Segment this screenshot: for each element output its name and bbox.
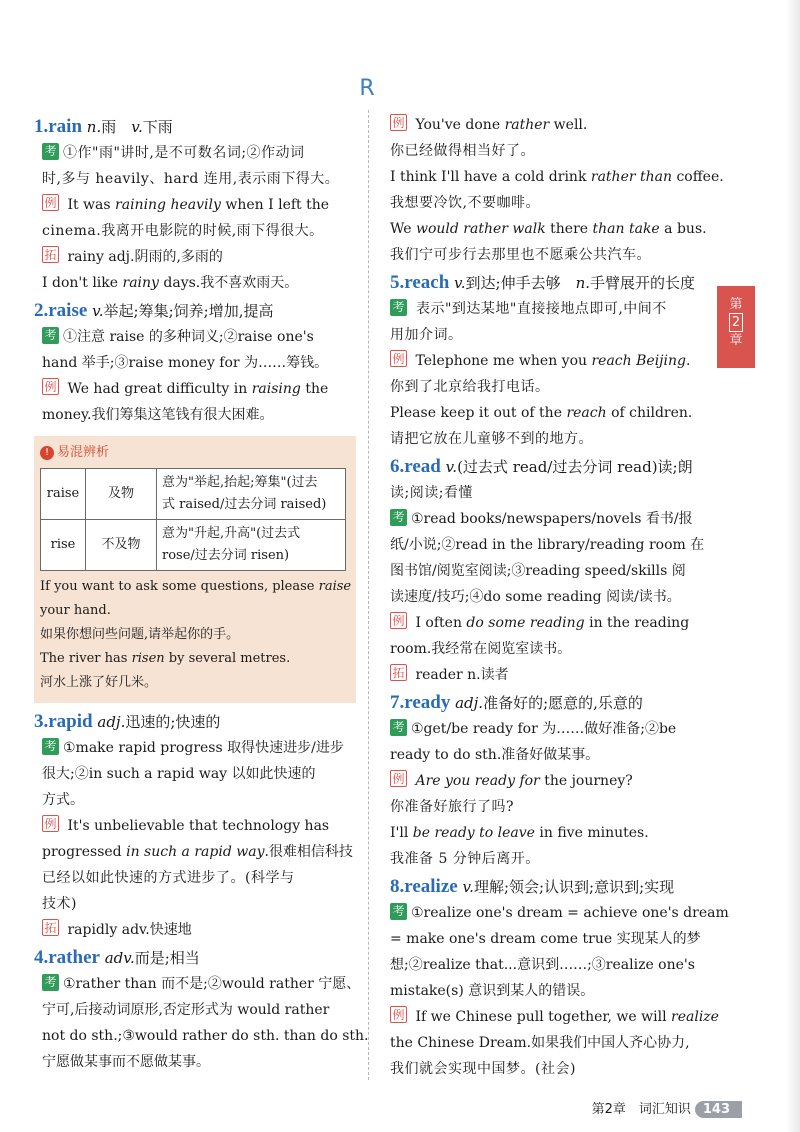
example-tag-icon: 例 <box>390 1006 407 1023</box>
headword-rain: rain <box>48 116 83 137</box>
pos: v. <box>87 302 104 320</box>
usage-text: ①注意 raise 的多种词义;②raise one's <box>63 329 314 345</box>
example-text: If you want to ask some questions, please <box>40 579 319 594</box>
entry-rain-head <box>34 114 354 140</box>
example-emphasis: than take <box>592 221 660 237</box>
example-emphasis: do some reading <box>466 615 585 631</box>
entry-number: 3. <box>34 711 49 732</box>
definition: 迅速的;快速的 <box>125 713 221 731</box>
example-text: days.我不喜欢雨天。 <box>158 275 299 291</box>
usage-line: 时,多与 heavily、hard 连用,表示雨下得大。 <box>42 171 340 187</box>
pos: adj. <box>92 713 126 731</box>
column-divider <box>368 110 369 1080</box>
definition: (过去式 read/过去分词 read)读;朗 <box>457 458 693 476</box>
example-text: well. <box>549 117 588 133</box>
exam-tag-icon: 考 <box>42 143 59 160</box>
extension-text: rapidly adv.快速地 <box>63 922 192 938</box>
extension-line <box>34 244 354 270</box>
usage-text: ①get/be ready for 为……做好准备;②be <box>411 721 677 737</box>
example-text: I don't like <box>42 275 123 291</box>
example-line: 技术) <box>42 896 77 912</box>
example-emphasis: rather than <box>590 169 673 185</box>
example-line <box>390 1004 719 1030</box>
definition: 雨 <box>101 118 132 136</box>
usage-line: 很大;②in such a rapid way 以如此快速的 <box>42 766 316 782</box>
example-line <box>390 112 704 138</box>
usage-line <box>34 324 354 350</box>
entry-raise-head <box>34 298 354 324</box>
entry-realize-head <box>390 874 704 900</box>
example-line: 河水上涨了好几米。 <box>40 675 158 690</box>
table-cell-type: 不及物 <box>86 520 157 571</box>
example-line <box>390 610 704 636</box>
pos: v. <box>131 118 143 136</box>
example-line <box>390 768 704 794</box>
confusion-box <box>34 436 356 703</box>
example-line <box>34 192 354 218</box>
example-line <box>390 164 724 190</box>
example-emphasis: raising <box>251 381 301 397</box>
extension-text: rainy adj.阴雨的,多雨的 <box>63 249 223 265</box>
example-text: Telephone me when you <box>411 353 592 369</box>
example-line <box>390 348 704 374</box>
usage-line: 纸/小说;②read in the library/reading room 在 <box>390 537 705 553</box>
usage-line: hand 举手;③raise money for 为……筹钱。 <box>42 355 329 371</box>
example-line <box>390 820 704 846</box>
extension-tag-icon: 拓 <box>390 664 407 681</box>
usage-line: 宁愿做某事而不愿做某事。 <box>42 1054 210 1070</box>
example-text: there <box>545 221 593 237</box>
usage-text: ①make rapid progress 取得快速进步/进步 <box>63 740 344 756</box>
example-emphasis: rainy <box>122 275 159 291</box>
example-text: the <box>300 381 329 397</box>
usage-text: ①realize one's dream = achieve one's dream <box>411 905 729 921</box>
definition: 到达;伸手去够 <box>465 274 576 292</box>
example-text: a bus. <box>659 221 707 237</box>
example-emphasis: risen <box>131 651 165 666</box>
example-line <box>40 575 350 599</box>
usage-text: ①rather than 而不是;②would rather 宁愿、 <box>63 976 361 992</box>
example-line <box>34 270 354 296</box>
example-text: The river has <box>40 651 132 666</box>
headword-raise: raise <box>48 300 88 321</box>
example-emphasis: would rather walk <box>415 221 546 237</box>
pos: v. <box>440 458 458 476</box>
usage-text: ①read books/newspapers/novels 看书/报 <box>411 511 693 527</box>
example-line: 我准备 5 分钟后离开。 <box>390 851 540 867</box>
chapter-side-tab <box>717 286 755 368</box>
extension-tag-icon: 拓 <box>42 246 59 263</box>
example-tag-icon: 例 <box>390 114 407 131</box>
example-text: We <box>390 221 416 237</box>
example-line: 我想要冷饮,不要咖啡。 <box>390 195 540 211</box>
tab-text: 章 <box>729 333 743 348</box>
example-text: I think I'll have a cold drink <box>390 169 591 185</box>
headword-ready: ready <box>404 692 451 713</box>
example-text: in the reading <box>584 615 690 631</box>
entry-number: 2. <box>34 300 49 321</box>
headword-realize: realize <box>404 876 458 897</box>
example-line: room.我经常在阅览室读书。 <box>390 641 572 657</box>
exam-tag-icon: 考 <box>42 327 59 344</box>
exam-tag-icon: 考 <box>390 509 407 526</box>
usage-line <box>34 971 361 997</box>
headword-rapid: rapid <box>48 711 93 732</box>
example-line: 你到了北京给我打电话。 <box>390 379 550 395</box>
extension-tag-icon: 拓 <box>42 919 59 936</box>
example-line <box>40 647 350 671</box>
table-row <box>41 520 346 571</box>
example-text: of children. <box>606 405 693 421</box>
example-text: the journey? <box>539 773 633 789</box>
page-edge-shadow <box>786 0 800 1132</box>
example-text: If we Chinese pull together, we will <box>411 1009 672 1025</box>
box-title-text: 易混辨析 <box>57 445 110 460</box>
definition: 下雨 <box>142 118 173 136</box>
example-emphasis: reach Beijing <box>591 353 686 369</box>
example-text: .很难相信科技 <box>264 844 353 860</box>
entry-rapid-head <box>34 709 354 735</box>
example-emphasis: Are you ready for <box>415 773 540 789</box>
pos: n. <box>575 274 591 292</box>
usage-line <box>34 140 354 166</box>
usage-line: not do sth.;③would rather do sth. than do sth. <box>42 1028 369 1044</box>
example-line <box>34 376 354 402</box>
example-line <box>390 216 707 242</box>
usage-line: 宁可,后接动词原形,否定形式为 would rather <box>42 1002 330 1018</box>
example-text: in five minutes. <box>534 825 649 841</box>
example-text: I'll <box>390 825 413 841</box>
definition-line: 读;阅读;看懂 <box>390 485 473 501</box>
headword-read: read <box>404 456 441 477</box>
table-cell-desc <box>157 520 346 571</box>
entry-number: 1. <box>34 116 49 137</box>
table-cell-word: raise <box>41 469 86 520</box>
usage-line: 想;②realize that...意识到……;③realize one's <box>390 957 695 973</box>
example-tag-icon: 例 <box>42 378 59 395</box>
pos: v. <box>449 274 466 292</box>
example-text: by several metres. <box>164 651 291 666</box>
example-text: coffee. <box>672 169 724 185</box>
usage-line <box>390 716 704 742</box>
table-cell-desc <box>157 469 346 520</box>
example-line: money.我们筹集这笔钱有很大困难。 <box>42 407 274 423</box>
exam-tag-icon: 考 <box>42 974 59 991</box>
comparison-table <box>40 468 346 571</box>
example-text: . <box>685 353 691 369</box>
entry-ready-head <box>390 690 704 716</box>
usage-line: ready to do sth.准备好做某事。 <box>390 747 600 763</box>
tab-text: 第 <box>729 297 743 312</box>
right-column <box>390 112 729 1082</box>
extension-line <box>34 917 354 943</box>
example-line: 你已经做得相当好了。 <box>390 143 535 159</box>
example-text: I often <box>411 615 467 631</box>
example-text: It was <box>63 197 116 213</box>
entry-number: 6. <box>390 456 405 477</box>
usage-line: 读速度/技巧;④do some reading 阅读/读书。 <box>390 589 681 605</box>
entry-number: 8. <box>390 876 405 897</box>
usage-line <box>34 735 354 761</box>
usage-line: = make one's dream come true 实现某人的梦 <box>390 931 701 947</box>
example-line: 已经以如此快速的方式进步了。(科学与 <box>42 870 295 886</box>
example-emphasis: in such a rapid way <box>126 844 265 860</box>
example-emphasis: realize <box>671 1009 719 1025</box>
entry-read-head <box>390 454 704 480</box>
example-line <box>34 813 354 839</box>
example-tag-icon: 例 <box>42 815 59 832</box>
desc-line: 意为"举起,抬起;筹集"(过去 <box>162 475 318 490</box>
example-line: 请把它放在儿童够不到的地方。 <box>390 431 593 447</box>
example-emphasis: be ready to leave <box>412 825 535 841</box>
definition: 手臂展开的长度 <box>590 274 696 292</box>
definition: 准备好的;愿意的,乐意的 <box>483 694 643 712</box>
example-text: when I left the <box>220 197 330 213</box>
tab-number: 2 <box>729 313 743 332</box>
pos: adj. <box>450 694 484 712</box>
example-text: progressed <box>42 844 127 860</box>
usage-line <box>390 296 704 322</box>
example-line <box>390 400 704 426</box>
usage-line: 图书馆/阅览室阅读;③reading speed/skills 阅 <box>390 563 686 579</box>
definition: 举起;筹集;饲养;增加,提高 <box>103 302 274 320</box>
section-letter: R <box>359 76 375 101</box>
example-emphasis: reach <box>566 405 607 421</box>
example-line: the Chinese Dream.如果我们中国人齐心协力, <box>390 1035 690 1051</box>
example-emphasis: rather <box>504 117 550 133</box>
example-emphasis: raining heavily <box>115 197 221 213</box>
example-tag-icon: 例 <box>390 770 407 787</box>
table-cell-type: 及物 <box>86 469 157 520</box>
example-emphasis: raise <box>318 579 352 594</box>
example-line: 我们宁可步行去那里也不愿乘公共汽车。 <box>390 247 651 263</box>
entry-number: 7. <box>390 692 405 713</box>
table-cell-word: rise <box>41 520 86 571</box>
footer-chapter: 第2章 词汇知识 <box>591 1102 691 1117</box>
example-line: 我们就会实现中国梦。(社会) <box>390 1061 576 1077</box>
headword-rather: rather <box>48 947 100 968</box>
entry-reach-head <box>390 270 704 296</box>
pos: adv. <box>99 949 135 967</box>
example-text: We had great difficulty in <box>63 381 252 397</box>
exam-tag-icon: 考 <box>390 903 407 920</box>
extension-line <box>390 662 704 688</box>
usage-line <box>390 506 704 532</box>
desc-line: rose/过去分词 risen) <box>162 548 290 563</box>
page-footer <box>592 1098 742 1118</box>
usage-line: mistake(s) 意识到某人的错误。 <box>390 983 595 999</box>
exam-tag-icon: 考 <box>42 738 59 755</box>
usage-line: 用加介词。 <box>390 327 463 343</box>
definition: 理解;领会;认识到;意识到;实现 <box>473 878 675 896</box>
page-number: 143 <box>695 1101 742 1118</box>
usage-line: 方式。 <box>42 792 84 808</box>
extension-text: reader n.读者 <box>411 667 509 683</box>
example-tag-icon: 例 <box>390 612 407 629</box>
desc-line: 式 raised/过去分词 raised) <box>162 497 327 512</box>
example-text: It's unbelievable that technology has <box>63 818 330 834</box>
example-tag-icon: 例 <box>42 194 59 211</box>
pos: n. <box>82 118 102 136</box>
usage-text: 表示"到达某地"直接接地点即可,中间不 <box>411 301 667 317</box>
usage-text: ①作"雨"讲时,是不可数名词;②作动词 <box>63 145 305 161</box>
example-line: your hand. <box>40 603 111 618</box>
confusion-box-title <box>40 442 350 464</box>
exam-tag-icon: 考 <box>390 719 407 736</box>
example-text: You've done <box>411 117 505 133</box>
definition: 而是;相当 <box>134 949 200 967</box>
entry-number: 4. <box>34 947 49 968</box>
example-line: cinema.我离开电影院的时候,雨下得很大。 <box>42 223 324 239</box>
example-tag-icon: 例 <box>390 350 407 367</box>
desc-line: 意为"升起,升高"(过去式 <box>162 526 301 541</box>
example-text: Please keep it out of the <box>390 405 567 421</box>
example-line: 你准备好旅行了吗? <box>390 799 515 815</box>
usage-line <box>390 900 729 926</box>
left-column <box>34 112 369 1075</box>
entry-number: 5. <box>390 272 405 293</box>
headword-reach: reach <box>404 272 450 293</box>
entry-rather-head <box>34 945 354 971</box>
info-icon: ! <box>40 446 54 460</box>
pos: v. <box>457 878 474 896</box>
example-line <box>34 839 354 865</box>
exam-tag-icon: 考 <box>390 299 407 316</box>
example-line: 如果你想问些问题,请举起你的手。 <box>40 627 240 642</box>
table-row <box>41 469 346 520</box>
